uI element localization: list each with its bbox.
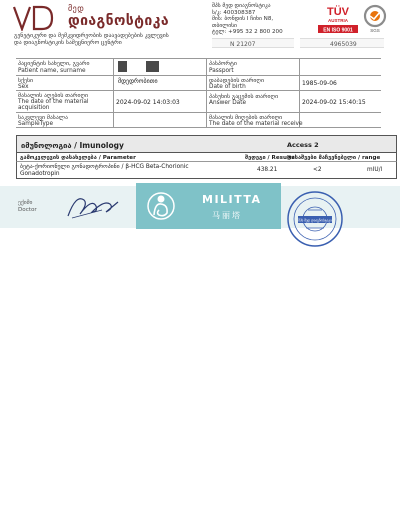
ref-number-right: 4965039: [300, 38, 384, 48]
iso-text: EN ISO 9001: [323, 27, 353, 34]
results-column-headers: [16, 153, 397, 162]
militta-chinese-name: 马丽塔: [212, 211, 242, 220]
brand-big-text: დიაგნოსტიკა: [68, 13, 169, 29]
name-label-ka: პაციენტის სახელი, გვარი: [18, 61, 90, 67]
acq-label-ka: მასალის აღების თარიღი: [18, 93, 89, 99]
tagline-line-1: გენეტიკური და მემკვიდრეობის დაავადებების კვლევის: [14, 33, 169, 39]
col-results: შედეგი / Results: [245, 154, 295, 161]
sex-label-ka: სქესი: [18, 78, 33, 84]
doctor-label-en: Doctor: [18, 207, 37, 213]
answer-label-en: Answer Date: [209, 100, 247, 106]
answer-value: 2024-09-02 15:40:15: [302, 99, 366, 106]
receive-label-en: The date of the material receive: [209, 121, 303, 127]
company-stamp-icon: [286, 190, 344, 248]
col-parameter: გამოკვლევის დასახელება / Parameter: [20, 154, 136, 161]
info-row-name: [16, 59, 381, 76]
passport-label-ka: პასპორტი: [209, 61, 237, 67]
redacted-name-1: [118, 61, 127, 72]
range-value: <2: [313, 166, 322, 173]
ref-number-left: N 21207: [212, 38, 294, 48]
address-line-5: ტელ: +995 32 2 800 200: [212, 29, 283, 35]
result-value: 438.21: [257, 166, 278, 173]
passport-label-en: Passport: [209, 68, 234, 74]
parameter-name-line-2: Gonadotropin: [20, 170, 60, 177]
address-line-4: თბილისი: [212, 22, 237, 29]
analyzer-name: Access 2: [287, 141, 319, 149]
sgs-logo-icon: [362, 4, 388, 34]
tuv-logo-text: TÜV: [327, 6, 349, 18]
tagline-line-2: და დიაგნოსტიკის სამეცნიერო ცენტრი: [14, 40, 122, 46]
results-section-header: [16, 135, 397, 153]
militta-watermark: [136, 183, 281, 229]
name-label-en: Patient name, surname: [18, 68, 86, 74]
info-row-dates: [16, 91, 381, 113]
info-row-sample: [16, 113, 381, 128]
militta-name: MILITTA: [202, 193, 262, 206]
sgs-text: SGS: [370, 28, 380, 33]
sample-label-en: SampleType: [18, 121, 54, 127]
sample-label-ka: საკვლევი მასალა: [18, 115, 68, 121]
militta-logo-icon: [146, 189, 176, 223]
info-row-sex: [16, 76, 381, 91]
table-row: [16, 162, 397, 179]
med-diagnostics-logo-icon: [12, 5, 56, 31]
patient-info-table: [16, 58, 381, 128]
brand-small-text: მედ: [68, 4, 85, 13]
tuv-austria-text: AUSTRIA: [328, 18, 348, 23]
acq-value: 2024-09-02 14:03:03: [116, 99, 180, 106]
acq-label-en-2: acquisition: [18, 105, 50, 111]
address-line-2: ს/კ: 400308387: [212, 9, 256, 16]
tuv-austria-logo-icon: [318, 4, 358, 34]
answer-label-ka: პასუხის გაცემის თარიღი: [209, 94, 279, 100]
parameter-name-line-1: ბეტა-ქორიონული გონადოტროპინი / β-HCG Beta-Chorionic: [20, 163, 189, 170]
doctor-label-ka: ექიმი: [18, 200, 33, 206]
results-table: [16, 135, 397, 179]
dob-label-en: Date of birth: [209, 84, 246, 90]
col-range: დასაშვები მაჩვენებელი / range: [287, 154, 381, 161]
acq-label-en-1: The date of the material: [18, 99, 89, 105]
address-line-3: მის: ბონდის I ჩიხი N8,: [212, 16, 274, 22]
address-line-1: შპს მედ დიაგნოსტიკა: [212, 3, 271, 9]
dob-value: 1985-09-06: [302, 80, 337, 87]
section-title: იმუნოლოგია / Imunology: [21, 141, 124, 150]
unit-value: mIU/l: [367, 166, 383, 173]
sex-label-en: Sex: [18, 84, 29, 90]
doctor-label: [18, 200, 37, 214]
dob-label-ka: დაბადების თარიღი: [209, 78, 264, 84]
doctor-signature-icon: [62, 190, 122, 222]
stamp-text: შპს მედ დიაგნოსტიკა: [298, 218, 332, 223]
sex-value: მდედრობითი: [118, 78, 158, 85]
receive-label-ka: მასალის მიღების თარიღი: [209, 115, 283, 121]
redacted-name-2: [146, 61, 159, 72]
